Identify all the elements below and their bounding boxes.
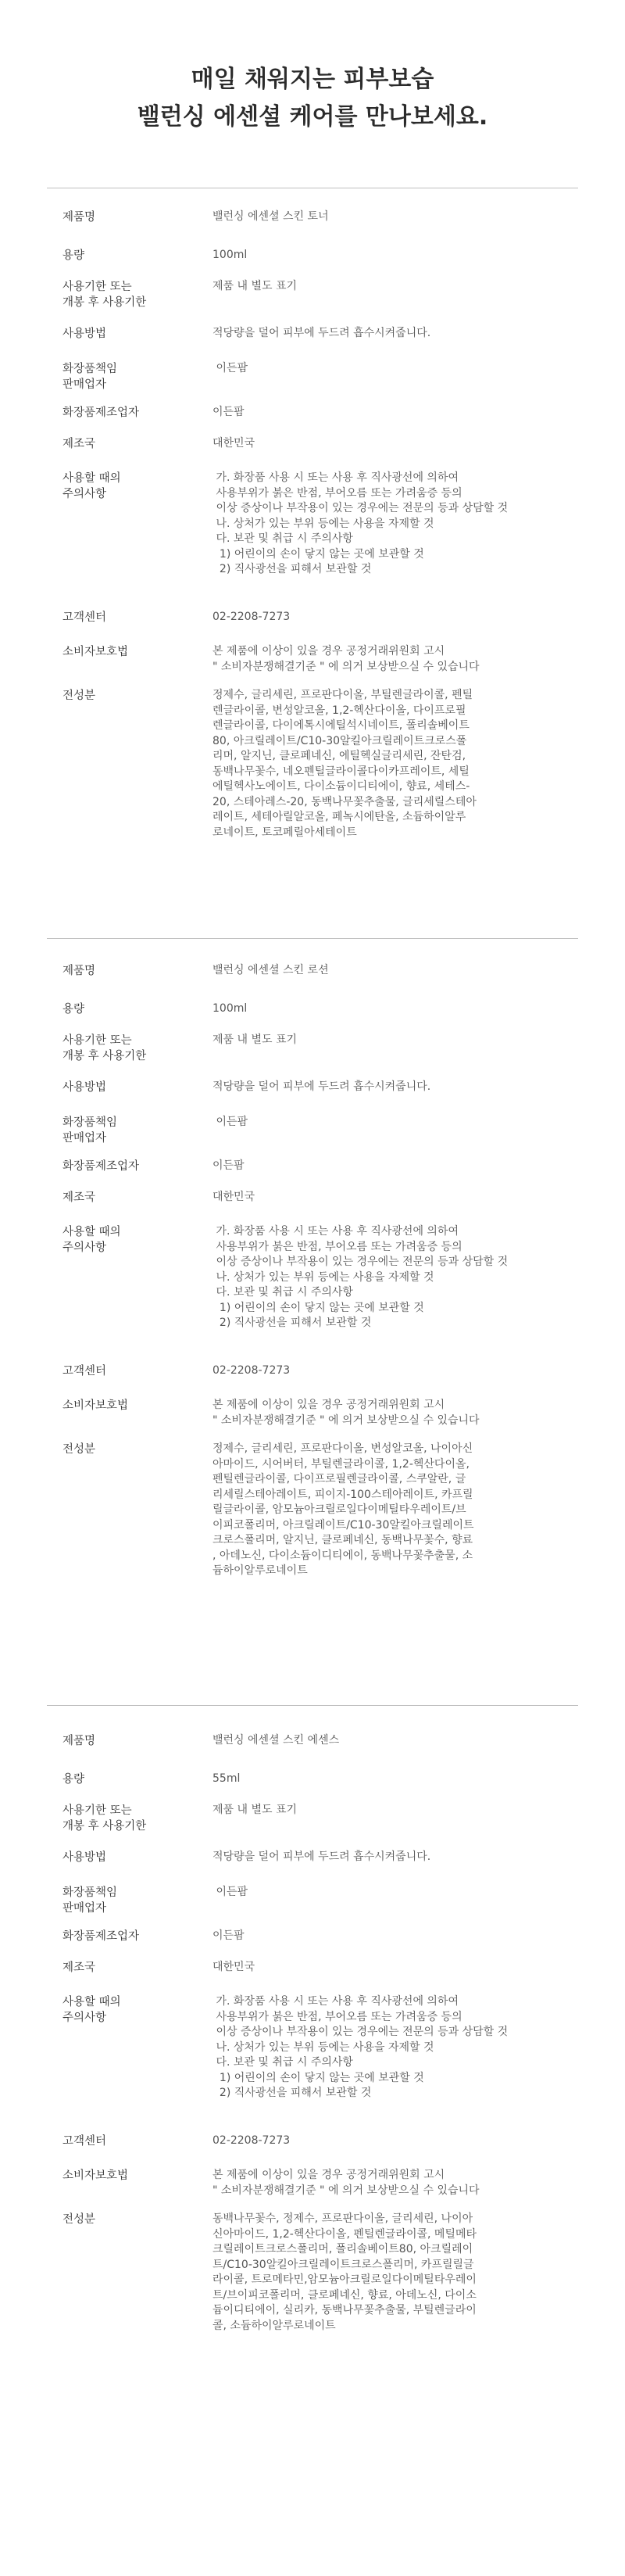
info-value: 밸런싱 에센셜 스킨 토너 — [212, 210, 329, 223]
info-label: 고객센터 — [62, 611, 107, 624]
info-value: 제품 내 별도 표기 — [212, 1804, 298, 1816]
info-label: 전성분 — [62, 2213, 96, 2226]
info-label: 화장품제조업자 — [62, 1930, 140, 1943]
info-value: 02-2208-7273 — [212, 2134, 291, 2147]
info-value: 이든팜 — [212, 1929, 245, 1942]
info-value: 이든팜 — [212, 1159, 245, 1172]
info-label: 사용할 때의 주의사항 — [62, 1226, 121, 1254]
info-value: 본 제품에 이상이 있을 경우 공정거래위원회 고시 " 소비자분쟁해결기준 " 에 의거 보상받으실 수 있습니다 — [212, 2169, 480, 2197]
info-label: 사용기한 또는 개봉 후 사용기한 — [62, 1034, 147, 1062]
info-value: 100ml — [212, 249, 248, 261]
info-label: 사용기한 또는 개봉 후 사용기한 — [62, 281, 147, 309]
info-label: 사용할 때의 주의사항 — [62, 1996, 121, 2024]
info-value: 정제수, 글리세린, 프로판다이올, 부틸렌글라이콜, 펜틸 렌글라이콜, 변성알코올, 1,2-헥산다이올, 다이프로필 렌글라이콜, 다이에톡시에틸석시네이트, 폴리솔베이트 80, 아크릴레이트/C10-30알킬아크릴레이트크로스폴 리머, 알지닌, 클로페네신, 에틸헥실글리세린, 잔탄검, 동백나무꽃수, 네오펜틸글라이콜다이카프레이트, 세틸 에틸헥사노에이트, 다이소듐이디티에이, 향료, 세테스- 20, 스테아레스-20, 동백나무꽃추출물, 글리세릴스테아 레이트, 세테아릴알코올, 페녹시에탄올, 소듐하이알루 로네이트, 토코페릴아세테이트 — [212, 689, 477, 839]
headline-line-2: 밸런싱 에센셜 케어를 만나보세요. — [137, 103, 488, 131]
info-label: 제조국 — [62, 438, 96, 450]
info-value: 이든팜 — [212, 406, 245, 418]
info-label: 화장품제조업자 — [62, 407, 140, 419]
info-value: 본 제품에 이상이 있을 경우 공정거래위원회 고시 " 소비자분쟁해결기준 " 에 의거 보상받으실 수 있습니다 — [212, 645, 480, 673]
info-value: 정제수, 글리세린, 프로판다이올, 변성알코올, 나이아신 아마이드, 시어버터, 부틸렌글라이콜, 1,2-헥산다이올, 펜틸렌글라이콜, 다이프로필렌글라이콜, 스쿠알란, 글 리세릴스테아레이트, 피이지-100스테아레이트, 카프릴 릴글라이콜, 암모늄아크릴로일다이메틸타우레이트/브 이피코폴리머, 아크릴레이트/C10-30알킬아크릴레이트 크로스폴리머, 알지닌, 클로페네신, 동백나무꽃수, 향료 , 아데노신, 다이소듐이디티에이, 동백나무꽃추출물, 소 듐하이알루로네이트 — [212, 1442, 474, 1577]
info-value: 밸런싱 에센셜 스킨 로션 — [212, 964, 329, 976]
section-divider — [47, 938, 578, 939]
info-value: 100ml — [212, 1002, 248, 1015]
info-label: 고객센터 — [62, 2135, 107, 2148]
info-label: 화장품제조업자 — [62, 1160, 140, 1173]
info-label: 화장품책임 판매업자 — [62, 363, 118, 391]
info-value: 이든팜 — [212, 362, 248, 374]
info-value: 대한민국 — [212, 437, 255, 450]
info-value: 가. 화장품 사용 시 또는 사용 후 직사광선에 의하여 사용부위가 붉은 반점, 부어오름 또는 가려움증 등의 이상 증상이나 부작용이 있는 경우에는 전문의 등과 상담할 것 나. 상처가 있는 부위 등에는 사용을 자제할 것 다. 보관 및 취급 시 주의사항 1) 어린이의 손이 닿지 않는 곳에 보관할 것 2) 직사광선을 피해서 보관할 것 — [216, 1995, 509, 2099]
info-label: 소비자보호법 — [62, 1399, 129, 1412]
info-value: 가. 화장품 사용 시 또는 사용 후 직사광선에 의하여 사용부위가 붉은 반점, 부어오름 또는 가려움증 등의 이상 증상이나 부작용이 있는 경우에는 전문의 등과 상담할 것 나. 상처가 있는 부위 등에는 사용을 자제할 것 다. 보관 및 취급 시 주의사항 1) 어린이의 손이 닿지 않는 곳에 보관할 것 2) 직사광선을 피해서 보관할 것 — [216, 1225, 509, 1329]
info-label: 소비자보호법 — [62, 2169, 129, 2182]
info-value: 동백나무꽃수, 정제수, 프로판다이올, 글리세린, 나이아 신아마이드, 1,2-헥산다이올, 펜틸렌글라이콜, 메틸메타 크릴레이트크로스폴리머, 폴리솔베이트80, 아크릴레이 트/C10-30알킬아크릴레이트크로스폴리머, 카프릴릴글 라이콜, 트로메타민,암모늄아크릴로일다이메틸타우레이 트/브이피코폴리머, 클로페네신, 향료, 아데노신, 다이소 듐이디티에이, 실리카, 동백나무꽃추출물, 부틸렌글라이 콜, 소듐하이알루로네이트 — [212, 2212, 477, 2332]
info-label: 사용방법 — [62, 1081, 107, 1094]
info-label: 용량 — [62, 1773, 85, 1786]
section-divider — [47, 1705, 578, 1706]
info-value: 제품 내 별도 표기 — [212, 1034, 298, 1046]
info-value: 02-2208-7273 — [212, 611, 291, 623]
info-label: 사용기한 또는 개봉 후 사용기한 — [62, 1804, 147, 1833]
info-value: 이든팜 — [212, 1886, 248, 1898]
info-value: 가. 화장품 사용 시 또는 사용 후 직사광선에 의하여 사용부위가 붉은 반점, 부어오름 또는 가려움증 등의 이상 증상이나 부작용이 있는 경우에는 전문의 등과 상담할 것 나. 상처가 있는 부위 등에는 사용을 자제할 것 다. 보관 및 취급 시 주의사항 1) 어린이의 손이 닿지 않는 곳에 보관할 것 2) 직사광선을 피해서 보관할 것 — [216, 471, 509, 575]
headline-line-1: 매일 채워지는 피부보습 — [191, 66, 434, 93]
info-label: 사용방법 — [62, 328, 107, 340]
info-label: 전성분 — [62, 690, 96, 702]
info-value: 대한민국 — [212, 1961, 255, 1973]
info-value: 밸런싱 에센셜 스킨 에센스 — [212, 1734, 340, 1747]
info-label: 화장품책임 판매업자 — [62, 1886, 118, 1915]
info-value: 본 제품에 이상이 있을 경우 공정거래위원회 고시 " 소비자분쟁해결기준 " 에 의거 보상받으실 수 있습니다 — [212, 1399, 480, 1427]
info-value: 적당량을 덜어 피부에 두드려 흡수시켜줍니다. — [212, 327, 431, 339]
info-label: 소비자보호법 — [62, 646, 129, 658]
info-label: 제품명 — [62, 211, 96, 224]
info-label: 제조국 — [62, 1191, 96, 1204]
info-value: 적당량을 덜어 피부에 두드려 흡수시켜줍니다. — [212, 1850, 431, 1863]
info-value: 55ml — [212, 1772, 241, 1785]
info-label: 용량 — [62, 1003, 85, 1016]
info-label: 사용방법 — [62, 1851, 107, 1864]
info-label: 용량 — [62, 249, 85, 262]
info-label: 화장품책임 판매업자 — [62, 1116, 118, 1145]
info-value: 제품 내 별도 표기 — [212, 280, 298, 292]
info-label: 고객센터 — [62, 1365, 107, 1378]
info-value: 적당량을 덜어 피부에 두드려 흡수시켜줍니다. — [212, 1080, 431, 1093]
info-label: 사용할 때의 주의사항 — [62, 472, 121, 500]
info-label: 제품명 — [62, 965, 96, 977]
info-label: 제조국 — [62, 1962, 96, 1974]
info-label: 전성분 — [62, 1443, 96, 1456]
info-value: 대한민국 — [212, 1191, 255, 1203]
info-label: 제품명 — [62, 1735, 96, 1747]
info-value: 02-2208-7273 — [212, 1364, 291, 1377]
page-headline — [0, 61, 625, 136]
info-value: 이든팜 — [212, 1116, 248, 1128]
